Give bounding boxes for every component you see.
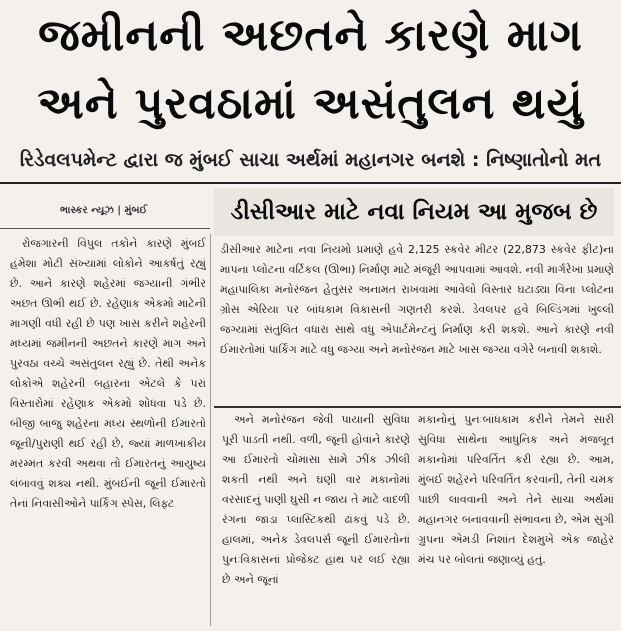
box-divider (214, 406, 621, 408)
article-column-right: મકાનોનું પુનઃબાંધકામ કરીને તેમને સારી સુવિધા સાથેના આધુનિક અને મજબૂત મકાનોમાં પરિવર્તિત કરી રહ્યા છે. આમ, મુંબઈ શહેરને પરિવર્તિત કરવાની, તેની ચમક પાછી લાવવાની અને તેને સાચા અર્થમાં મહાનગર બનાવવાની સંભાવના છે, એમ સુગી ગ્રુપના એમડી નિશાંત દેશમુખે એક જાહેર મંચ પર બોલતાં જણાવ્યું હતું. (418, 413, 614, 566)
column-divider (210, 234, 211, 626)
headline-line-2: અને પુરવઠામાં અસંતુલન થયું (37, 78, 584, 129)
box-title: ડીસીઆર માટે નવા નિયમ આ મુજબ છે (214, 188, 614, 236)
subheadline: રિડેવલપમેન્ટ દ્વારા જ મુંબઈ સાચા અર્થમાં મહાનગર બનશે : નિષ્ણાતોનો મત (19, 149, 602, 171)
box-body: ડીસીઆર માટેના નવા નિયમો પ્રમાણે હવે 2,125 સ્કવેર મીટર (22,873 સ્કવેર ફીટ)ના માપના પ્લોટના વર્ટિકલ (ઊભા) નિર્માણ માટે મંજૂરી આપવામાં આવશે. નવી માર્ગરેખા પ્રમાણે મહાપાલિકા મનોરંજન હેતુસર અનામત રાખવામાં આવેલો વિસ્તાર ઘટાડ્યા વિના પ્લોટના ગ્રોસ એરિયા પર બાંધકામ વિકાસની ગણતરી કરશે. ડેવલપર હવે બિલ્ડિંગમાં ખુલ્લી જગ્યામાં સંતુલિત વધારા સાથે વધુ એપાર્ટમેન્ટનું નિર્માણ કરી શકશે. આને કારણે નવી ઈમારતોમાં પાર્કિંગ માટે વધુ જગ્યા અને મનોરંજન માટે ખાસ જગ્યા વગેરે બનાવી શકાશે. (220, 243, 614, 356)
byline: ભાસ્કર ન્યૂઝ | મુંબઈ (60, 205, 148, 216)
article-column-left: રોજગારની વિપુલ તકોને કારણે મુંબઈ હંમેશા મોટી સંખ્યામાં લોકોને આકર્ષતું રહ્યું છે. આને કારણે શહેરમાં જગ્યાની ગંભીર અછત ઊભી થઈ છે. રહેણાક એકમો માટેની માગણી વધી રહી છે પણ ખાસ કરીને શહેરની મધ્યમાં જમીનની અછતને કારણે માગ અને પુરવઠા વચ્ચે અસંતુલન રહ્યું છે. તેથી અનેક લોકોએ શહેરની બહારના એટલે કે પરાં વિસ્તારોમાં રહેણાક એકમો શોધવા પડે છે. બીજી બાજુ શહેરના મધ્ય સ્થળોની ઈમારતો જૂની/પુરાણી થઈ રહી છે, જ્યાં માળખાકીય મરમ્મત કરવી અથવા તો ઈમારતનું આયુષ્ય લંબાવવું શક્ય નથી. મુંબઈની જૂની ઈમારતો તેનાં નિવાસીઓને પાર્કિંગ સ્પેસ, લિફ્ટ (10, 237, 206, 510)
byline-divider (0, 228, 210, 229)
top-divider (0, 182, 621, 184)
headline-line-1: જમીનની અછતને કારણે માગ (38, 10, 583, 61)
article-column-middle: અને મનોરંજન જેવી પાયાની સુવિધા પૂરી પાડતી નથી. વળી, જૂની હોવાને કારણે આ ઈમારતો ચોમાસા સામે ઝીંક ઝીલી શકતી નથી અને ઘણી વાર મકાનોમાં વરસાદનું પાણી ઘુસી ન જાય તે માટે વાદળી રંગના જાડા પ્લાસ્ટિકથી ઢાંકવું પડે છે. હાલમાં, અનેક ડેવલપર્સ જૂની ઈમારતોનાં પુનઃવિકાસનાં પ્રોજેક્ટ હાથ પર લઈ રહ્યા છે અને જૂનાં (222, 413, 410, 586)
